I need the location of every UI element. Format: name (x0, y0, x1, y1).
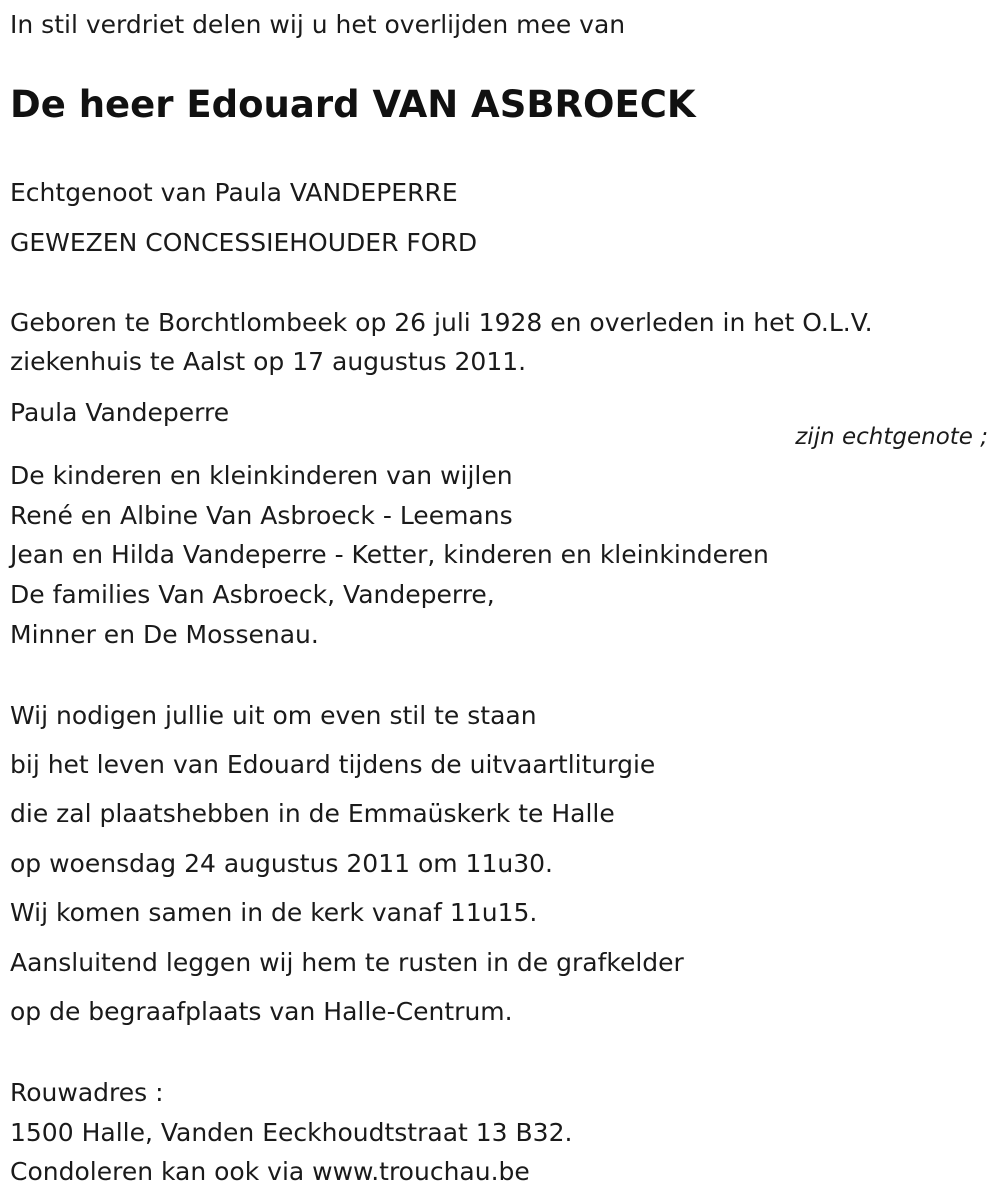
ceremony-line-2: bij het leven van Edouard tijdens de uitvaartliturgie (10, 750, 656, 779)
ceremony-line-7: op de begraafplaats van Halle-Centrum. (10, 997, 513, 1026)
birth-death-line-1: Geboren te Borchtlombeek op 26 juli 1928 en overleden in het O.L.V. (10, 308, 873, 337)
family-line-5: Minner en De Mossenau. (10, 620, 319, 649)
family-line-2: René en Albine Van Asbroeck - Leemans (10, 501, 513, 530)
family-line-4: De families Van Asbroeck, Vandeperre, (10, 580, 495, 609)
family-line-1: De kinderen en kleinkinderen van wijlen (10, 461, 513, 490)
profession-line: GEWEZEN CONCESSIEHOUDER FORD (10, 228, 478, 257)
ceremony-line-1: Wij nodigen jullie uit om even stil te staan (10, 701, 537, 730)
deceased-name: De heer Edouard VAN ASBROECK (10, 83, 696, 126)
spouse-line: Echtgenoot van Paula VANDEPERRE (10, 178, 458, 207)
birth-death-line-2: ziekenhuis te Aalst op 17 augustus 2011. (10, 347, 527, 376)
address-heading: Rouwadres : (10, 1078, 164, 1107)
spouse-name: Paula Vandeperre (10, 398, 230, 427)
spouse-relation: zijn echtgenote ; (795, 424, 988, 450)
intro-text: In stil verdriet delen wij u het overlijden mee van (10, 10, 626, 39)
family-line-3: Jean en Hilda Vandeperre - Ketter, kinderen en kleinkinderen (10, 540, 769, 569)
ceremony-line-4: op woensdag 24 augustus 2011 om 11u30. (10, 849, 553, 878)
condolence-link[interactable]: Condoleren kan ook via www.trouchau.be (10, 1157, 530, 1186)
ceremony-line-5: Wij komen samen in de kerk vanaf 11u15. (10, 898, 538, 927)
address-street: 1500 Halle, Vanden Eeckhoudtstraat 13 B32. (10, 1118, 573, 1147)
ceremony-line-6: Aansluitend leggen wij hem te rusten in de grafkelder (10, 948, 684, 977)
ceremony-line-3: die zal plaatshebben in de Emmaüskerk te Halle (10, 799, 615, 828)
